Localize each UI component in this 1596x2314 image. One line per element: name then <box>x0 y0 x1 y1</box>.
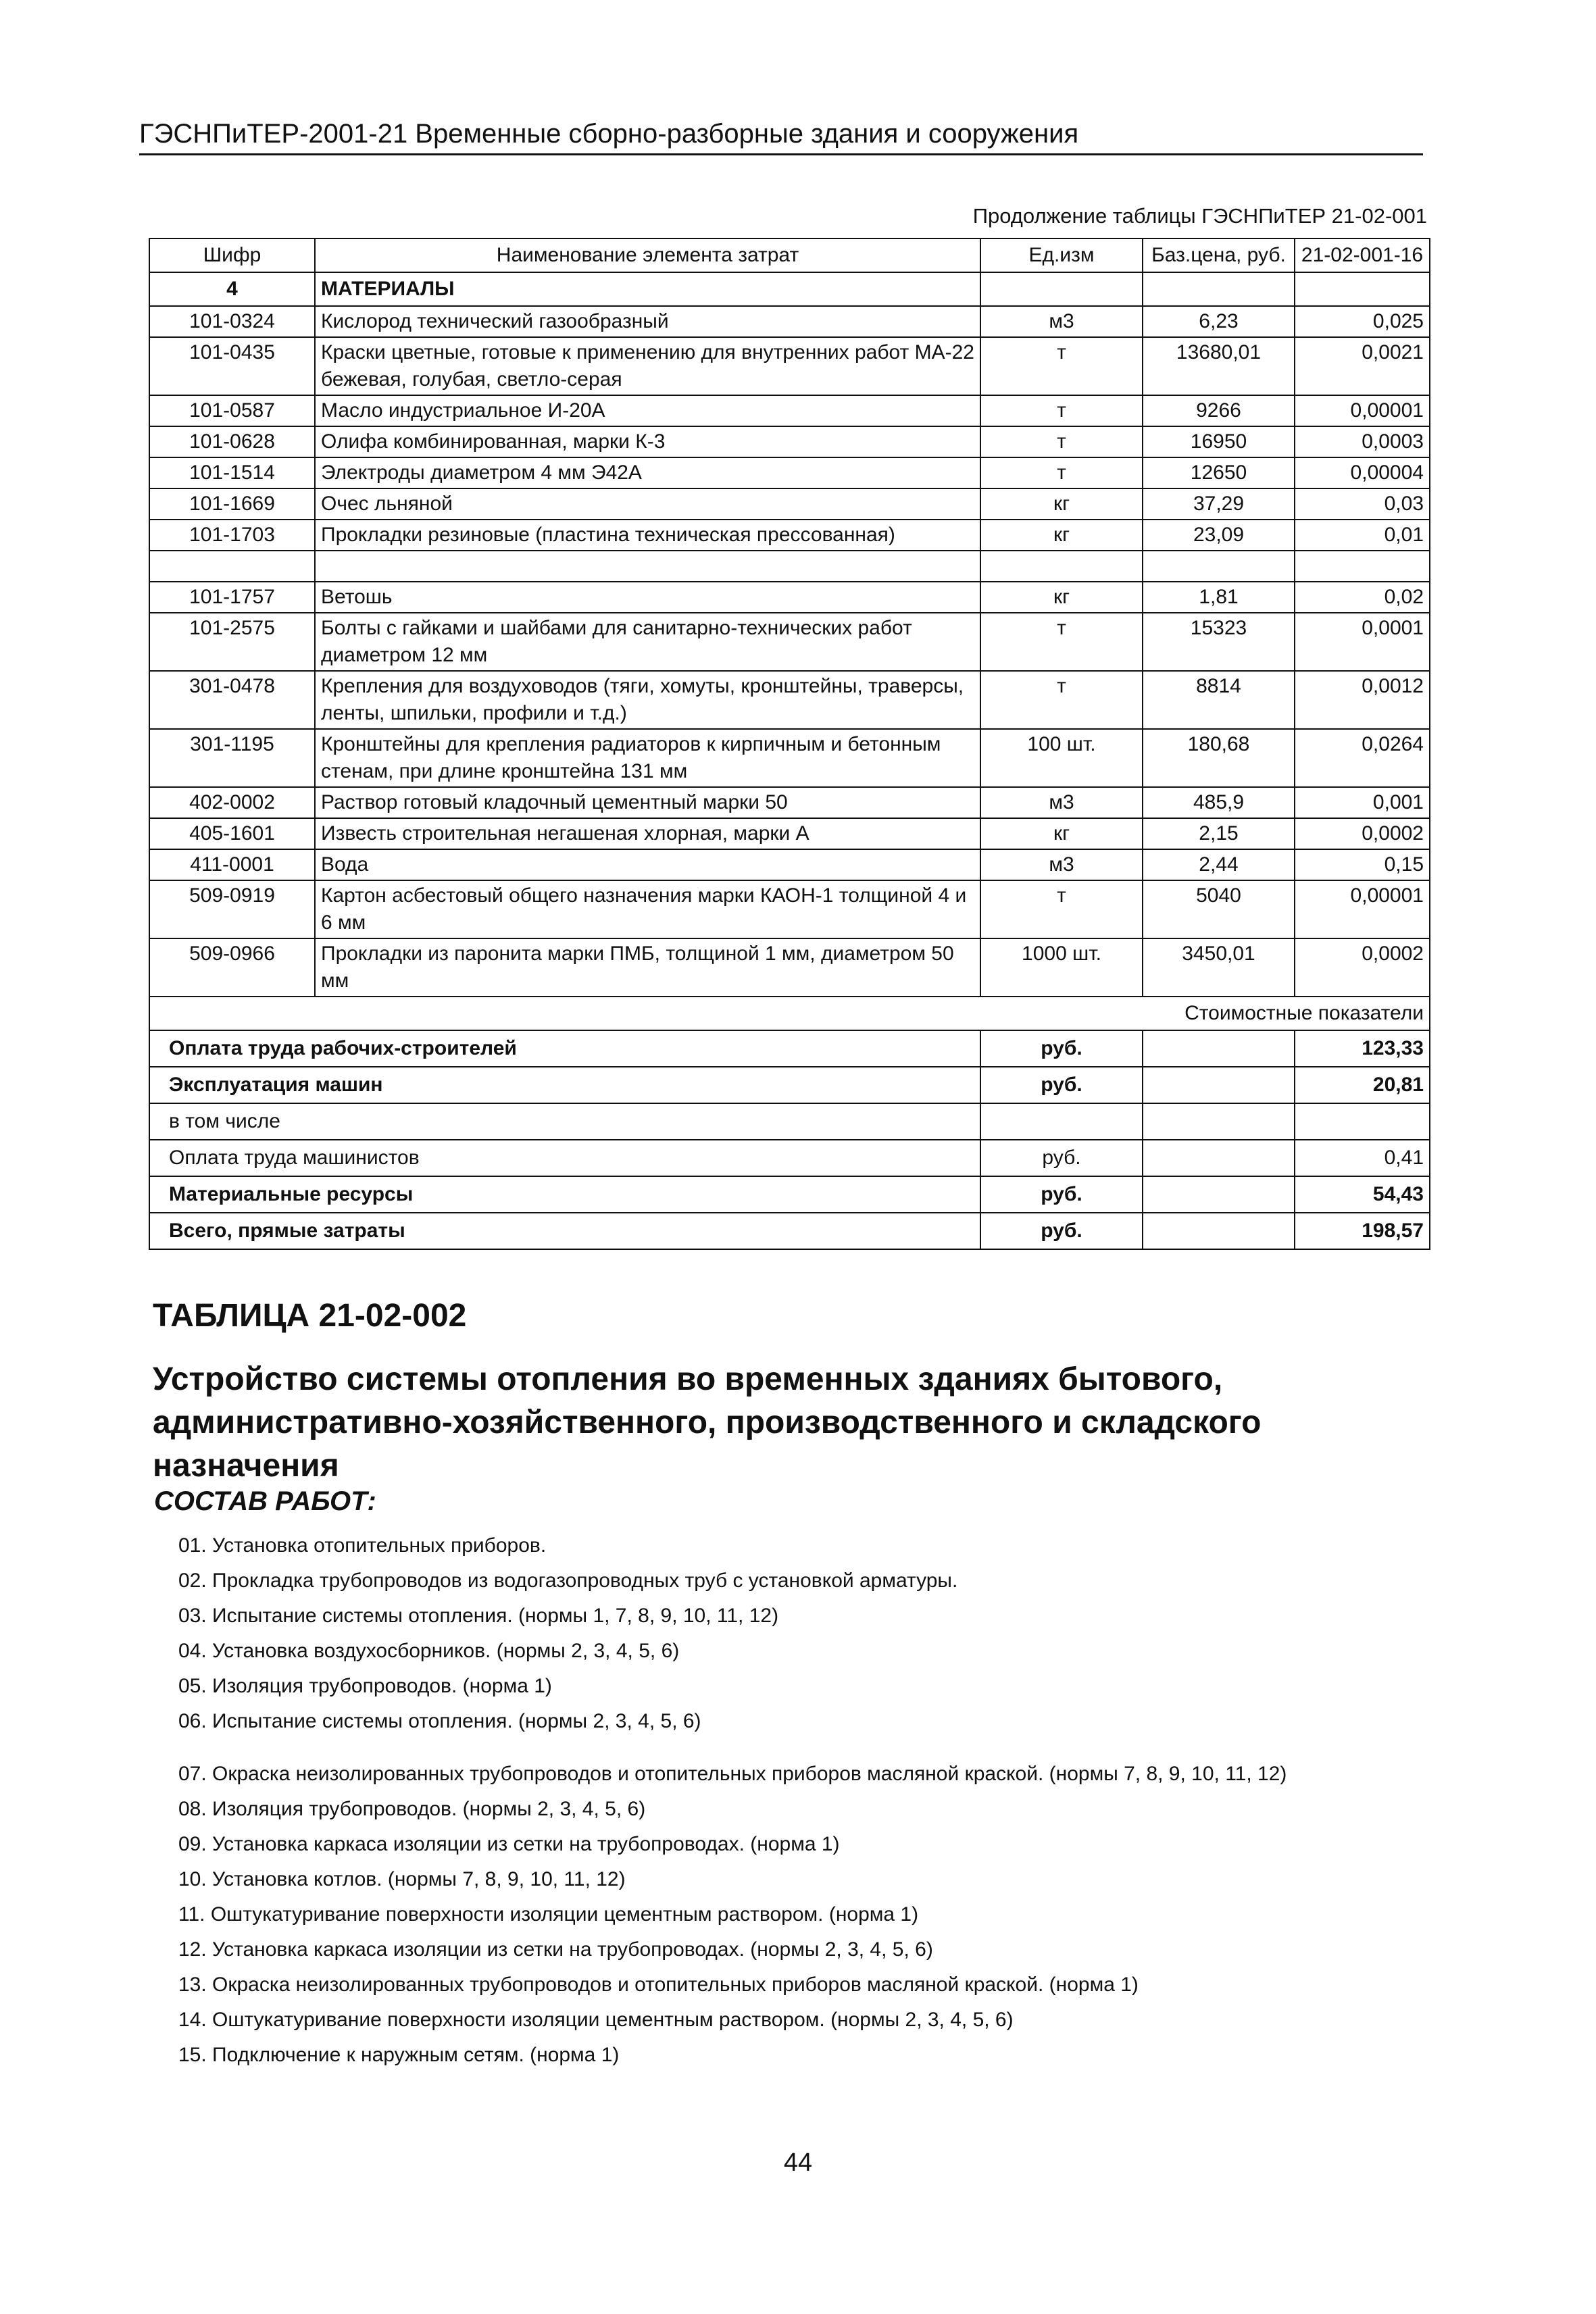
work-item: 04. Установка воздухосборников. (нормы 2, 3, 4, 5, 6) <box>178 1640 680 1662</box>
material-quantity: 0,15 <box>1295 849 1430 880</box>
material-price: 3450,01 <box>1143 938 1295 997</box>
material-unit: кг <box>980 488 1143 520</box>
total-value: 123,33 <box>1295 1030 1430 1067</box>
work-item: 12. Установка каркаса изоляции из сетки на трубопроводах. (нормы 2, 3, 4, 5, 6) <box>178 1938 933 1961</box>
table-row <box>149 729 1430 787</box>
total-label: Оплата труда рабочих-строителей <box>149 1030 980 1067</box>
empty-cell <box>1143 1030 1295 1067</box>
total-value: 198,57 <box>1295 1213 1430 1249</box>
material-name: Кислород технический газообразный <box>315 306 980 337</box>
total-unit: руб. <box>980 1030 1143 1067</box>
material-unit: т <box>980 337 1143 395</box>
table-continuation-caption: Продолжение таблицы ГЭСНПиТЕР 21-02-001 <box>972 204 1427 228</box>
material-name: Крепления для воздуховодов (тяги, хомуты, кронштейны, траверсы, ленты, шпильки, профили и т.д.) <box>315 671 980 729</box>
material-quantity: 0,001 <box>1295 787 1430 818</box>
material-quantity: 0,03 <box>1295 488 1430 520</box>
empty-cell <box>1143 1213 1295 1249</box>
material-unit: кг <box>980 582 1143 613</box>
material-name: Масло индустриальное И-20А <box>315 395 980 426</box>
material-code: 405-1601 <box>149 818 315 849</box>
table-row <box>149 488 1430 520</box>
material-price: 9266 <box>1143 395 1295 426</box>
spacer-row <box>149 551 1430 582</box>
table-row <box>149 426 1430 457</box>
material-code: 411-0001 <box>149 849 315 880</box>
material-price: 1,81 <box>1143 582 1295 613</box>
material-name: Очес льняной <box>315 488 980 520</box>
total-row <box>149 1140 1430 1176</box>
column-header: Шифр <box>149 238 315 272</box>
material-price: 5040 <box>1143 880 1295 938</box>
material-name: Кронштейны для крепления радиаторов к кирпичным и бетонным стенам, при длине кронштейна 131 мм <box>315 729 980 787</box>
table-row <box>149 395 1430 426</box>
material-code: 402-0002 <box>149 787 315 818</box>
column-header: Баз.цена, руб. <box>1143 238 1295 272</box>
total-unit <box>980 1103 1143 1140</box>
material-name: Раствор готовый кладочный цементный марки 50 <box>315 787 980 818</box>
material-code: 101-1514 <box>149 457 315 488</box>
work-item: 08. Изоляция трубопроводов. (нормы 2, 3, 4, 5, 6) <box>178 1798 646 1820</box>
material-name: Прокладки из паронита марки ПМБ, толщиной 1 мм, диаметром 50 мм <box>315 938 980 997</box>
total-value: 54,43 <box>1295 1176 1430 1213</box>
table-title: ТАБЛИЦА 21-02-002 <box>153 1298 467 1334</box>
material-quantity: 0,025 <box>1295 306 1430 337</box>
material-unit: м3 <box>980 787 1143 818</box>
column-header: Ед.изм <box>980 238 1143 272</box>
material-name: Прокладки резиновые (пластина техническая прессованная) <box>315 520 980 551</box>
material-unit: кг <box>980 818 1143 849</box>
material-name: Олифа комбинированная, марки К-3 <box>315 426 980 457</box>
table-row <box>149 787 1430 818</box>
column-header: 21-02-001-16 <box>1295 238 1430 272</box>
material-code: 101-1703 <box>149 520 315 551</box>
total-value <box>1295 1103 1430 1140</box>
material-unit: кг <box>980 520 1143 551</box>
work-list <box>178 1528 1287 2073</box>
material-unit: т <box>980 613 1143 671</box>
work-item: 07. Окраска неизолированных трубопроводов и отопительных приборов масляной краской. (нормы 7, 8, 9, 10, 11, 12) <box>178 1763 1287 1785</box>
total-label: Всего, прямые затраты <box>149 1213 980 1249</box>
material-code: 509-0919 <box>149 880 315 938</box>
work-item: 10. Установка котлов. (нормы 7, 8, 9, 10, 11, 12) <box>178 1868 626 1890</box>
material-name: Ветошь <box>315 582 980 613</box>
material-code: 101-0435 <box>149 337 315 395</box>
work-item: 11. Оштукатуривание поверхности изоляции цементным раствором. (норма 1) <box>178 1903 919 1926</box>
total-unit: руб. <box>980 1067 1143 1103</box>
material-code: 101-0324 <box>149 306 315 337</box>
material-price: 16950 <box>1143 426 1295 457</box>
material-quantity: 0,00001 <box>1295 880 1430 938</box>
work-item: 01. Установка отопительных приборов. <box>178 1534 547 1557</box>
page-number: 44 <box>783 2148 813 2177</box>
empty-cell <box>1143 1140 1295 1176</box>
table-row <box>149 880 1430 938</box>
material-price: 2,44 <box>1143 849 1295 880</box>
material-price: 23,09 <box>1143 520 1295 551</box>
material-unit: м3 <box>980 849 1143 880</box>
table-row <box>149 337 1430 395</box>
total-row <box>149 1103 1430 1140</box>
material-code: 301-0478 <box>149 671 315 729</box>
material-code: 301-1195 <box>149 729 315 787</box>
total-unit: руб. <box>980 1176 1143 1213</box>
material-quantity: 0,00004 <box>1295 457 1430 488</box>
material-name: Болты с гайками и шайбами для санитарно-технических работ диаметром 12 мм <box>315 613 980 671</box>
material-name: Картон асбестовый общего назначения марки КАОН-1 толщиной 4 и 6 мм <box>315 880 980 938</box>
material-unit: т <box>980 395 1143 426</box>
material-quantity: 0,0012 <box>1295 671 1430 729</box>
material-code: 101-1757 <box>149 582 315 613</box>
total-label: Материальные ресурсы <box>149 1176 980 1213</box>
empty-cell <box>1143 1103 1295 1140</box>
work-item: 05. Изоляция трубопроводов. (норма 1) <box>178 1675 552 1697</box>
material-quantity: 0,02 <box>1295 582 1430 613</box>
total-label: в том числе <box>149 1103 980 1140</box>
material-name: Краски цветные, готовые к применению для внутренних работ МА-22 бежевая, голубая, светло-серая <box>315 337 980 395</box>
material-price: 13680,01 <box>1143 337 1295 395</box>
empty-cell <box>1143 1067 1295 1103</box>
material-price: 37,29 <box>1143 488 1295 520</box>
material-code: 101-2575 <box>149 613 315 671</box>
total-row <box>149 1213 1430 1249</box>
running-header: ГЭСНПиТЕР-2001-21 Временные сборно-разборные здания и сооружения <box>139 119 1423 155</box>
material-price: 180,68 <box>1143 729 1295 787</box>
table-row <box>149 306 1430 337</box>
material-code: 101-1669 <box>149 488 315 520</box>
material-price: 8814 <box>1143 671 1295 729</box>
table-row <box>149 613 1430 671</box>
material-quantity: 0,00001 <box>1295 395 1430 426</box>
material-unit: м3 <box>980 306 1143 337</box>
material-quantity: 0,0002 <box>1295 818 1430 849</box>
table-row <box>149 671 1430 729</box>
material-quantity: 0,0001 <box>1295 613 1430 671</box>
material-quantity: 0,0003 <box>1295 426 1430 457</box>
material-name: Известь строительная негашеная хлорная, марки А <box>315 818 980 849</box>
work-composition-label: СОСТАВ РАБОТ: <box>154 1486 376 1516</box>
table-row <box>149 520 1430 551</box>
material-quantity: 0,01 <box>1295 520 1430 551</box>
total-unit: руб. <box>980 1213 1143 1249</box>
material-name: Вода <box>315 849 980 880</box>
table-header-row <box>149 238 1430 272</box>
work-item: 15. Подключение к наружным сетям. (норма 1) <box>178 2044 620 2066</box>
total-row <box>149 1067 1430 1103</box>
total-row <box>149 1030 1430 1067</box>
table-row <box>149 938 1430 997</box>
material-price: 6,23 <box>1143 306 1295 337</box>
material-unit: 100 шт. <box>980 729 1143 787</box>
empty-cell <box>1143 1176 1295 1213</box>
work-item: 02. Прокладка трубопроводов из водогазопроводных труб с установкой арматуры. <box>178 1569 958 1592</box>
work-item: 13. Окраска неизолированных трубопроводов и отопительных приборов масляной краской. (норма 1) <box>178 1973 1139 1996</box>
material-code: 101-0587 <box>149 395 315 426</box>
cost-heading: Стоимостные показатели <box>149 997 1430 1030</box>
material-price: 2,15 <box>1143 818 1295 849</box>
work-item: 09. Установка каркаса изоляции из сетки на трубопроводах. (норма 1) <box>178 1833 840 1855</box>
total-unit: руб. <box>980 1140 1143 1176</box>
material-code: 509-0966 <box>149 938 315 997</box>
section-name: МАТЕРИАЛЫ <box>315 272 980 306</box>
materials-table <box>149 238 1430 1250</box>
material-unit: т <box>980 671 1143 729</box>
material-unit: т <box>980 426 1143 457</box>
table-row <box>149 457 1430 488</box>
work-item: 06. Испытание системы отопления. (нормы 2, 3, 4, 5, 6) <box>178 1710 701 1732</box>
material-name: Электроды диаметром 4 мм Э42А <box>315 457 980 488</box>
material-quantity: 0,0264 <box>1295 729 1430 787</box>
material-quantity: 0,0021 <box>1295 337 1430 395</box>
material-unit: 1000 шт. <box>980 938 1143 997</box>
work-item: 14. Оштукатуривание поверхности изоляции цементным раствором. (нормы 2, 3, 4, 5, 6) <box>178 2009 1014 2031</box>
total-label: Оплата труда машинистов <box>149 1140 980 1176</box>
table-row <box>149 582 1430 613</box>
cost-heading-row <box>149 997 1430 1030</box>
table-row <box>149 849 1430 880</box>
section-row <box>149 272 1430 306</box>
total-value: 0,41 <box>1295 1140 1430 1176</box>
total-label: Эксплуатация машин <box>149 1067 980 1103</box>
material-code: 101-0628 <box>149 426 315 457</box>
material-price: 12650 <box>1143 457 1295 488</box>
material-price: 15323 <box>1143 613 1295 671</box>
total-row <box>149 1176 1430 1213</box>
material-unit: т <box>980 457 1143 488</box>
material-quantity: 0,0002 <box>1295 938 1430 997</box>
work-item: 03. Испытание системы отопления. (нормы 1, 7, 8, 9, 10, 11, 12) <box>178 1605 779 1627</box>
table-subtitle: Устройство системы отопления во временных зданиях бытового, административно-хозяйственного, производственного и складского назначения <box>153 1361 1262 1484</box>
material-price: 485,9 <box>1143 787 1295 818</box>
table-row <box>149 818 1430 849</box>
section-code: 4 <box>149 272 315 306</box>
total-value: 20,81 <box>1295 1067 1430 1103</box>
material-unit: т <box>980 880 1143 938</box>
column-header: Наименование элемента затрат <box>315 238 980 272</box>
